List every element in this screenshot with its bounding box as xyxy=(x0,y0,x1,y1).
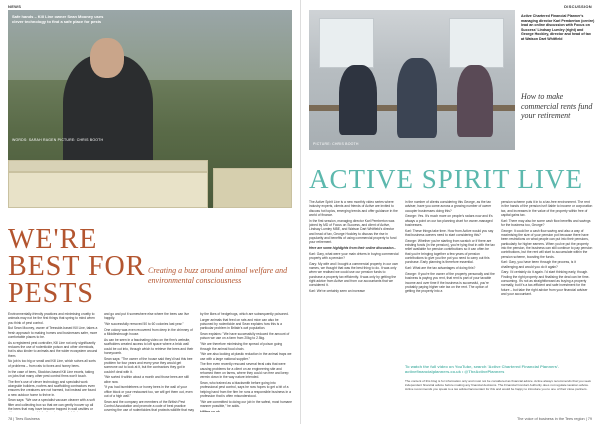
photo-credit: PICTURE: CHRIS BOOTH xyxy=(313,142,359,146)
body-column-3 xyxy=(501,200,593,358)
paragraph: The Active Spirit Live is a new monthly video series where industry experts, clients and friends of Active are invited to discuss hot topics, emerging trends and offer guidance in the world of finance. xyxy=(309,200,398,217)
paragraph: The firm's use of clever technology and specialist work alongside builders, roofers and scaffolding contractors even ensures the creatures are not harmed, but instead are found a new outdoor home to thrive in. xyxy=(8,379,96,397)
body-column-3 xyxy=(200,312,292,412)
paragraph: In the first session, managing director Karl Pemberton was joined by MD of Focus on Success, and client of Active, Lindsay Lumley MBE, and Watson Dart Whitfield's director and head of tax, George Hockley to discuss the rise in popularity and benefits of using commercial property to fund your retirement. xyxy=(309,218,397,245)
paragraph: George: If you're the owner of the property personally and the business is paying you rent, that rent is part of your taxable income and over time if the business is successful, you're probably paying higher rate tax on the rent. The option of getting the property into a xyxy=(405,271,495,294)
office-window xyxy=(319,18,374,68)
paragraph: "We are committed to doing our job in the safest, most humane manner possible," he adds. xyxy=(200,399,292,409)
section-tag-news: NEWS xyxy=(8,4,22,9)
photo-credit: WORDS: SARAH RAGEN PICTURE: CHRIS BOOTH xyxy=(12,138,104,142)
disclaimer: The content of this blog is for information only and must not be considered as financial advice. Active always recommends that you seek independent financial advice before making any financial decisions. The Financial Conduct Authority does not regulate taxation advice. Active recommends you speak to a tax advisor/accountant for this and would be happy to introduce you to one of their close partners. xyxy=(405,380,591,391)
page-footer: 78 | Tees Business xyxy=(8,417,40,421)
person-right xyxy=(457,65,493,137)
body-column-2 xyxy=(405,200,495,358)
paragraph: "We are also looking at plastic reduction in the animal traps we use with a large national supplier." xyxy=(200,352,292,361)
paragraph: Here are some highlights from their online discussion... xyxy=(309,245,397,250)
person-face xyxy=(90,38,124,78)
paragraph: Karl: We've certainly seen an increase xyxy=(309,289,365,294)
paragraph: "If you had bumblebees or honey bees in the wall of your office block or your restaurant too, we will get them out, even out of a high wall." xyxy=(104,385,193,399)
office-photo xyxy=(309,10,515,150)
photo-caption: Active Chartered Financial Planner's managing director Karl Pemberton (centre) lead an online discussion with Focus on Success' Lindsay Lumley (right) and George Hockley, director and head of tax at Watson Dart Whitfield xyxy=(521,14,595,41)
paragraph: In the case of bees, Stockton-based Kill Line excels, taking on jobs that many other pest control firms won't touch. xyxy=(8,369,94,378)
paragraph: by the likes of hedgehogs, which are subsequently poisoned. xyxy=(200,312,289,316)
body-column-1 xyxy=(309,200,399,358)
paragraph: Sean explains: "We have successfully reduced the amount of poison we use on a farm from 20kg to 2.5kg. xyxy=(200,332,290,341)
paragraph: Sean, who trained as a blacksmith before going into professional pest control, says he now hopes to get a bit of a helping hand from the firm he runs a responsible business in a profession that is often misunderstood. xyxy=(200,381,291,399)
paragraph: Gary: My wife and I bought a commercial property in our own names, we thought that was the best thing to do. It was only when we realised we could use our pension funds to purchase a property tax efficiently. It was only by getting the right advice from Active and from our accountants that we considered it. xyxy=(309,261,399,288)
photo-caption: Safe hands – Kill Line owner Sean Mooney uses clever technology to find a safe place for pests xyxy=(12,14,104,24)
headline xyxy=(8,226,145,307)
headline: ACTIVE SPIRIT LIVE xyxy=(309,164,583,194)
paragraph: "We sorted it within about a month and those bees are still alive now. xyxy=(104,375,189,384)
paragraph: George: Yes. It's much more on people's radars now and it's always a point on our tax planning chart for owner-managed businesses. xyxy=(405,214,493,227)
beehive-box xyxy=(8,172,208,208)
website-link[interactable]: killline.co.uk xyxy=(200,409,220,412)
standfirst: Creating a buzz around animal welfare and environmental consciousness xyxy=(148,266,288,285)
paragraph: pension scheme puts it in to a tax-free environment. The rent in the hands of the pension isn't liable to income or corporation tax, and increases in the value of the property within free of capital gains tax. xyxy=(501,200,593,217)
page-footer: The voice of business in the Tees region | 79 xyxy=(516,417,592,421)
paragraph: One colony was even recovered from deep in the chimney of a Middlesbrough house. xyxy=(104,327,193,337)
paragraph: The firm even recently rescued several feral cats that were causing problems for a client on an engineering site and rehomed them on farms, where they could run free and keep vermin down in the way nature intended. xyxy=(200,362,289,380)
paragraph: in the number of clients considering this George, as the tax adviser, have you come across a growing number of owner occupier businesses doing this? xyxy=(405,200,492,213)
paragraph: Karl: What are the tax advantages of doing this? xyxy=(405,266,476,271)
paragraph: As a registered pest controller, Kill Line not only significantly reduces the use of rodenticide poison and other chemicals, but is also kinder to animals and the wider ecosystem around them. xyxy=(8,340,98,358)
youtube-link[interactable]: To watch the full video on YouTube, search 'Active Chartered Financial Planners'. activefinancialplanners.co.uk • @TheActivePlanners xyxy=(405,364,560,374)
section-tag-discussion: DISCUSSION xyxy=(564,4,592,9)
paragraph: Environmentally-friendly practices and minimising cruelty to animals may not be the first things that spring to mind when you think of pest control. xyxy=(8,312,95,325)
headline-line-3: PESTS xyxy=(8,278,94,309)
paragraph: Karl: Gary, you have been through the process, is it challenging and would you do it again? xyxy=(501,260,576,269)
beehive-box-2 xyxy=(213,168,292,208)
paragraph: Karl: There may also be some cash flow benefits and savings for the business too, George? xyxy=(501,218,591,227)
paragraph: "We successfully removed 50 to 60 colonies last year." xyxy=(104,322,184,327)
headline-line-2: BEST FOR xyxy=(8,251,146,282)
paragraph: Karl: Gary, what were your main drivers in buying commercial property with a pension? xyxy=(309,251,399,261)
right-page xyxy=(300,0,600,424)
beekeeper-photo xyxy=(8,10,292,208)
paragraph: Sean and the company are members of the British Pest Control Association and promote a code of best practice covering the use of rodenticides that protects wildlife that may xyxy=(104,399,194,412)
headline-line-1: WE'RE xyxy=(8,224,98,255)
paragraph: Karl: These things take time. How from Active would you say that business owners need to start considering this? xyxy=(405,228,494,238)
paragraph: and go and put it somewhere else where the bees can live happily. xyxy=(104,312,190,321)
beehive-lid xyxy=(8,160,208,172)
person-left xyxy=(339,65,377,135)
paragraph: George: It could be a cash flow saving and also a way of maximising the size of your pension pot because there have been restrictions on what people can put into their pensions, particularly for higher earners. When you've put the property into the pension, the business can still continue to pay pension contributions, but the rent will start to accumulate within the pension scheme, boosting the funds. xyxy=(501,228,593,259)
paragraph: But Sean Mooney, owner of Teesside-based Kill Line, takes a fresh approach to making homes and businesses safer, more comfortable places to be. xyxy=(8,326,98,339)
side-standfirst: How to make commercial rents fund your retirement xyxy=(521,92,593,120)
person-centre xyxy=(397,58,437,138)
office-window xyxy=(449,18,504,68)
paragraph: Sean says: "We use a specialist vacuum cleaner with a soft filter and collecting box so that we can gently hoover up all the bees that may have become trapped in wall cavities or xyxy=(8,398,95,411)
body-column-2 xyxy=(104,312,194,412)
paragraph: Gary: I'd certainly do it again. I'd start thinking early, though. Finding the right property and finalising the deal can be time-consuming. It's not as straightforward as buying a property normally, but it's a tax-efficient and safe investment for the future – but take the right advice from your financial adviser and your accountant. xyxy=(501,270,590,296)
paragraph: Larger animals that feed on rats and mice can also be poisoned by rodenticide and Sean explains how this is a particular problem in Britain's owl population. xyxy=(200,317,282,331)
paragraph: As can be seen in a fascinating video on the firm's website, scaffolders created access to loft space where a brick wall could be cut into, through which to retrieve the bees and their honeycomb. xyxy=(104,337,194,355)
paragraph: Sean says: "The owner of the house said they'd had this bee problem for four years and every year they would get someone out to look at it, but the contractors they got in couldn't deal with it. xyxy=(104,356,193,374)
paragraph: George: Whether you're starting from scratch or if there are existing funds (in the pension), you're tying that in with the tax relief available for pension contributions so it can often be that you're bringing together a few years of pension contributions to give you the pot you need to carry out this purchase. Early planning is therefore essential. xyxy=(405,238,495,265)
body-column-1 xyxy=(8,312,98,412)
paragraph: No job is too big or small and Kill Line, which solves all sorts of problems – from rats to foxes and honey bees. xyxy=(8,359,96,368)
paragraph: "We are therefore minimising the spread of poison going through the animal food chain. xyxy=(200,342,283,351)
